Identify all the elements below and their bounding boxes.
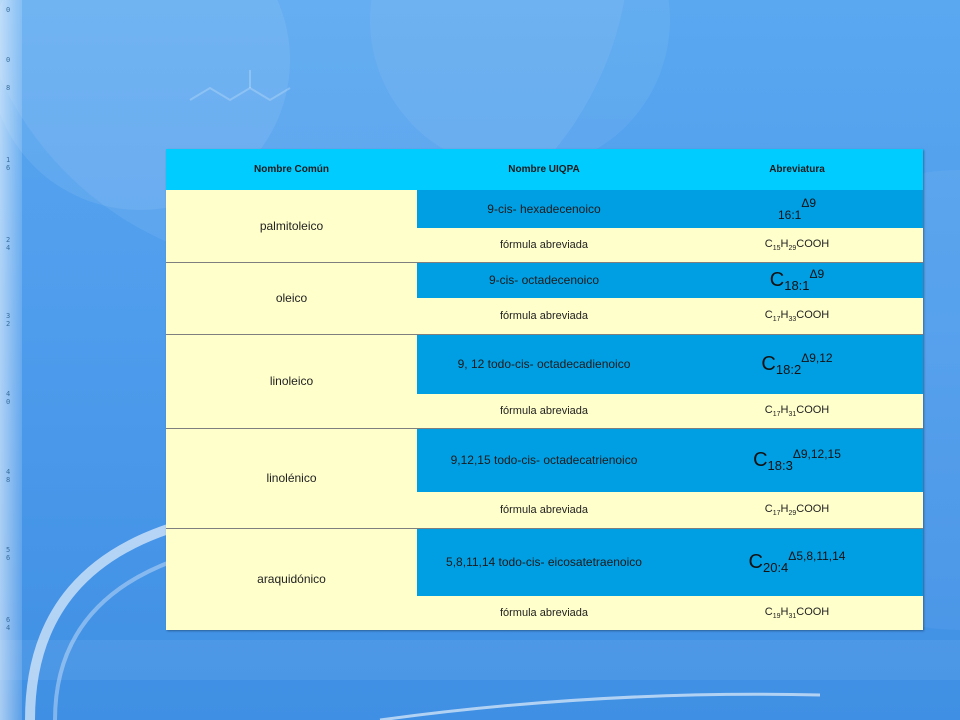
formula-h: H: [780, 403, 789, 416]
abbreviation-cell: [671, 528, 923, 596]
abbr-c: C: [753, 449, 768, 472]
ruler-number: 4 0: [6, 390, 11, 406]
formula-cell: [671, 228, 923, 262]
table-row: [166, 190, 923, 228]
ruler-number: 2 4: [6, 236, 11, 252]
ruler-number: 0: [6, 6, 11, 14]
formula-cell: [671, 492, 923, 528]
formula-c: C: [764, 237, 773, 250]
formula-h: H: [780, 237, 789, 250]
table-row: [166, 528, 923, 596]
uiqpa-name-cell: 9-cis- octadecenoico: [417, 262, 671, 298]
formula-cell: [671, 596, 923, 630]
ruler-number: 8: [6, 84, 11, 92]
abbr-delta: Δ5,8,11,14: [788, 549, 846, 564]
formula-c-sub: 19: [772, 613, 781, 621]
ruler-number: 3 2: [6, 312, 11, 328]
abbreviation-cell: [671, 428, 923, 492]
abbr-c: C: [769, 269, 785, 292]
formula-label-cell: fórmula abreviada: [417, 596, 671, 630]
table-row: [166, 428, 923, 492]
vertical-ruler: [0, 0, 22, 720]
formula-c-sub: 15: [772, 244, 781, 252]
abbr-c: C: [748, 551, 763, 574]
formula-label-cell: fórmula abreviada: [417, 228, 671, 262]
formula-rest: COOH: [796, 605, 830, 618]
formula-h-sub: 31: [788, 410, 797, 418]
formula-c: C: [764, 502, 773, 515]
header-abbreviation: Abreviatura: [671, 149, 923, 190]
formula-label-cell: fórmula abreviada: [417, 492, 671, 528]
formula-h-sub: 33: [788, 315, 797, 323]
formula-c-sub: 17: [772, 315, 781, 323]
table-header-row: [166, 149, 923, 190]
formula-h-sub: 29: [788, 509, 797, 517]
abbreviation-cell: [671, 334, 923, 394]
common-name-cell: linoleico: [166, 334, 417, 428]
formula-c: C: [764, 403, 773, 416]
uiqpa-name-cell: 9,12,15 todo-cis- octadecatrienoico: [417, 428, 671, 492]
abbr-index: 18:1: [784, 278, 810, 294]
abbr-delta: Δ9,12: [801, 351, 833, 366]
formula-rest: COOH: [796, 502, 830, 515]
common-name-cell: oleico: [166, 262, 417, 334]
table-row: [166, 262, 923, 298]
fatty-acids-table: [166, 149, 923, 630]
formula-h-sub: 29: [788, 244, 797, 252]
common-name-cell: palmitoleico: [166, 190, 417, 262]
abbr-index: 16:1: [777, 208, 802, 222]
abbreviation-cell: [671, 190, 923, 228]
ruler-number: 5 6: [6, 546, 11, 562]
formula-rest: COOH: [796, 237, 830, 250]
abbr-index: 18:2: [775, 362, 802, 378]
formula-c-sub: 17: [772, 509, 781, 517]
formula-h-sub: 31: [788, 613, 797, 621]
common-name-cell: linolénico: [166, 428, 417, 528]
abbr-index: 20:4: [762, 560, 789, 576]
header-uiqpa-name: Nombre UIQPA: [417, 149, 671, 190]
uiqpa-name-cell: 9-cis- hexadecenoico: [417, 190, 671, 228]
formula-c: C: [764, 308, 773, 321]
formula-cell: [671, 298, 923, 334]
formula-label-cell: fórmula abreviada: [417, 394, 671, 428]
formula-h: H: [780, 605, 789, 618]
abbr-delta: Δ9: [809, 267, 825, 282]
formula-h: H: [780, 502, 789, 515]
formula-label-cell: fórmula abreviada: [417, 298, 671, 334]
abbreviation-cell: [671, 262, 923, 298]
abbr-delta: Δ9: [801, 196, 817, 210]
ruler-number: 4 8: [6, 468, 11, 484]
uiqpa-name-cell: 5,8,11,14 todo-cis- eicosatetraenoico: [417, 528, 671, 596]
abbr-index: 18:3: [767, 458, 793, 474]
ruler-number: 6 4: [6, 616, 11, 632]
abbr-c: C: [761, 353, 776, 376]
common-name-cell: araquidónico: [166, 528, 417, 630]
ruler-number: 0: [6, 56, 11, 64]
formula-cell: [671, 394, 923, 428]
abbr-delta: Δ9,12,15: [792, 447, 841, 462]
ruler-number: 1 6: [6, 156, 11, 172]
uiqpa-name-cell: 9, 12 todo-cis- octadecadienoico: [417, 334, 671, 394]
header-common-name: Nombre Común: [166, 149, 417, 190]
formula-rest: COOH: [796, 308, 830, 321]
formula-c-sub: 17: [772, 410, 781, 418]
table-row: [166, 334, 923, 394]
formula-rest: COOH: [796, 403, 830, 416]
formula-h: H: [780, 308, 789, 321]
formula-c: C: [764, 605, 773, 618]
